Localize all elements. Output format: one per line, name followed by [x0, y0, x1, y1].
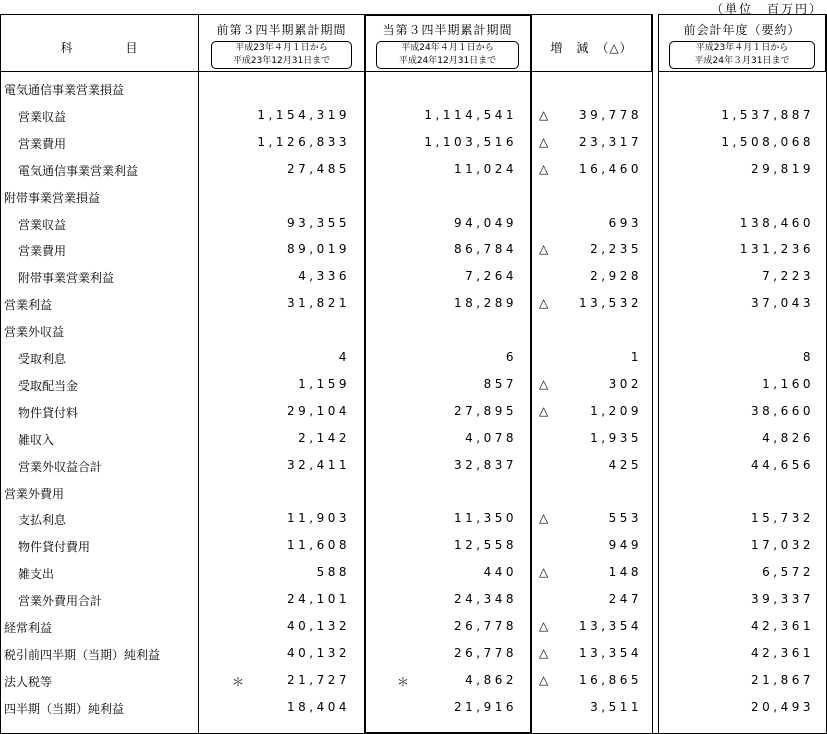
change-value: 949 — [608, 538, 642, 553]
table-row — [0, 424, 827, 451]
change-value: 2,235 — [590, 242, 642, 257]
table-row — [0, 74, 827, 101]
change-value: 13,532 — [579, 296, 642, 311]
header-prev-q3-line2: 平成23年12月31日まで — [232, 56, 331, 66]
decrease-mark: △ — [539, 565, 549, 580]
change-value: 39,778 — [579, 107, 642, 122]
decrease-mark: △ — [539, 107, 549, 122]
prev-q3-value: 588 — [316, 565, 350, 580]
header-change-title: 増 減 （△） — [550, 41, 633, 55]
table-row — [0, 209, 827, 236]
prev-year-value: 20,493 — [751, 699, 814, 714]
curr-q3-value: 94,049 — [454, 215, 517, 230]
decrease-mark: △ — [539, 161, 549, 176]
header-prev-year-period — [669, 41, 815, 69]
table-row — [0, 289, 827, 316]
table-row — [0, 451, 827, 478]
change-value: 425 — [608, 457, 642, 472]
prev-year-value: 44,656 — [751, 457, 814, 472]
curr-q3-value: 4,862 — [465, 672, 517, 687]
change-value: 13,354 — [579, 619, 642, 633]
curr-q3-value: 11,350 — [454, 511, 517, 526]
row-label: 税引前四半期（当期）純利益 — [4, 647, 161, 662]
table-row — [0, 235, 827, 262]
header-prev-year-line1: 平成23年４月１日から — [695, 43, 789, 53]
prev-year-value: 42,361 — [751, 645, 814, 660]
change-value: 2,928 — [590, 269, 642, 284]
row-label: 雑支出 — [18, 567, 55, 582]
header-curr-q3-line2: 平成24年12月31日まで — [398, 56, 497, 66]
header-item — [0, 14, 198, 72]
table-row — [0, 693, 827, 720]
curr-q3-value: 26,778 — [454, 619, 517, 633]
prev-q3-value: 4 — [338, 350, 350, 364]
table-row — [0, 478, 827, 505]
prev-q3-value: 31,821 — [287, 296, 350, 311]
decrease-mark: △ — [539, 619, 549, 633]
table-row — [0, 155, 827, 182]
decrease-mark: △ — [539, 376, 549, 391]
header-change — [531, 14, 652, 72]
prev-year-value: 39,337 — [751, 592, 814, 607]
table-row — [0, 504, 827, 531]
prev-year-value: 8 — [802, 350, 814, 364]
header-item-title: 科 目 — [60, 41, 139, 55]
unit-label: （単位 百万円） — [710, 2, 823, 16]
prev-q3-value: 27,485 — [287, 161, 350, 176]
curr-q3-value: 27,895 — [454, 403, 517, 418]
curr-q3-value: 857 — [483, 376, 517, 391]
prev-q3-value: 11,903 — [287, 511, 350, 526]
header-prev-q3-title: 前第３四半期累計期間 — [216, 23, 347, 37]
prev-year-value: 1,537,887 — [721, 107, 814, 122]
curr-q3-value: 1,114,541 — [424, 107, 517, 122]
row-label: 雑収入 — [18, 432, 55, 447]
prev-q3-value: 1,126,833 — [257, 134, 350, 149]
prev-q3-value: 89,019 — [287, 242, 350, 257]
curr-q3-value: 32,837 — [454, 457, 517, 472]
table-row — [0, 639, 827, 666]
decrease-mark: △ — [539, 672, 549, 687]
table-row — [0, 612, 827, 639]
table-row — [0, 531, 827, 558]
row-label: 営業収益 — [18, 109, 67, 124]
curr-q3-value: 6 — [505, 350, 517, 364]
change-value: 13,354 — [579, 645, 642, 660]
header-prev-year-title: 前会計年度（要約） — [683, 23, 801, 37]
prev-q3-value: 24,101 — [287, 592, 350, 607]
prev-q3-value: 29,104 — [287, 403, 350, 418]
curr-q3-value: 26,778 — [454, 645, 517, 660]
row-label: 物件貸付費用 — [18, 540, 91, 555]
table-row — [0, 182, 827, 209]
table-row — [0, 316, 827, 343]
change-value: 553 — [608, 511, 642, 526]
change-value: 247 — [608, 592, 642, 607]
change-value: 693 — [608, 215, 642, 230]
row-label: 営業利益 — [4, 298, 53, 313]
row-label: 電気通信事業営業利益 — [18, 163, 139, 178]
curr-q3-value: 24,348 — [454, 592, 517, 607]
prev-year-value: 1,160 — [762, 376, 814, 391]
row-label: 電気通信事業営業損益 — [4, 83, 125, 97]
header-prev-q3-line1: 平成23年４月１日から — [235, 43, 328, 53]
table-row — [0, 558, 827, 585]
prev-year-value: 21,867 — [751, 672, 814, 687]
prev-year-value: 15,732 — [751, 511, 814, 526]
note-mark: ＊ — [232, 674, 245, 689]
change-value: 16,460 — [579, 161, 642, 176]
curr-q3-value: 18,289 — [454, 296, 517, 311]
change-value: 1,209 — [590, 403, 642, 418]
prev-year-value: 17,032 — [751, 538, 814, 553]
row-label: 受取利息 — [18, 352, 67, 366]
row-label: 営業外収益 — [4, 325, 65, 340]
table-row — [0, 101, 827, 128]
prev-q3-value: 11,608 — [287, 538, 350, 553]
change-value: 148 — [608, 565, 642, 580]
row-label: 受取配当金 — [18, 378, 79, 393]
decrease-mark: △ — [539, 645, 549, 660]
prev-year-value: 1,508,068 — [721, 134, 814, 149]
prev-q3-value: 40,132 — [287, 645, 350, 660]
row-label: 附帯事業営業損益 — [4, 190, 101, 205]
row-label: 物件貸付料 — [18, 405, 79, 420]
change-value: 23,317 — [579, 134, 642, 149]
prev-q3-value: 21,727 — [287, 672, 350, 687]
change-value: 16,865 — [579, 672, 642, 687]
table-row — [0, 343, 827, 370]
decrease-mark: △ — [539, 296, 549, 311]
change-value: 1,935 — [590, 430, 642, 445]
change-value: 302 — [608, 376, 642, 391]
header-prev-q3 — [198, 14, 364, 72]
change-value: 3,511 — [590, 699, 642, 714]
row-label: 営業外費用合計 — [18, 594, 103, 609]
prev-q3-value: 4,336 — [298, 269, 350, 284]
table-row — [0, 128, 827, 155]
table-row — [0, 666, 827, 693]
prev-q3-value: 40,132 — [287, 619, 350, 633]
prev-q3-value: 18,404 — [287, 699, 350, 714]
decrease-mark: △ — [539, 242, 549, 257]
prev-year-value: 7,223 — [762, 269, 814, 284]
decrease-mark: △ — [539, 134, 549, 149]
curr-q3-value: 440 — [483, 565, 517, 580]
decrease-mark: △ — [539, 403, 549, 418]
prev-year-value: 42,361 — [751, 619, 814, 633]
table-row — [0, 262, 827, 289]
row-label: 法人税等 — [4, 674, 53, 689]
row-label: 附帯事業営業利益 — [18, 271, 115, 286]
row-label: 営業収益 — [18, 217, 67, 232]
prev-q3-value: 1,154,319 — [257, 107, 350, 122]
header-curr-q3-line1: 平成24年４月１日から — [401, 43, 494, 53]
curr-q3-value: 11,024 — [454, 161, 517, 176]
change-value: 1 — [630, 350, 642, 364]
curr-q3-value: 21,916 — [454, 699, 517, 714]
decrease-mark: △ — [539, 511, 549, 526]
curr-q3-value: 7,264 — [465, 269, 517, 284]
note-mark: ＊ — [397, 674, 410, 689]
prev-year-value: 131,236 — [739, 242, 814, 257]
prev-q3-value: 2,142 — [298, 430, 350, 445]
table-row — [0, 370, 827, 397]
row-label: 四半期（当期）純利益 — [4, 701, 125, 716]
row-label: 支払利息 — [18, 513, 67, 528]
prev-year-value: 6,572 — [762, 565, 814, 580]
curr-q3-value: 12,558 — [454, 538, 517, 553]
prev-year-value: 4,826 — [762, 430, 814, 445]
curr-q3-value: 1,103,516 — [424, 134, 517, 149]
header-prev-year-line2: 平成24年３月31日まで — [694, 56, 790, 66]
prev-q3-value: 1,159 — [298, 376, 350, 391]
table-row — [0, 585, 827, 612]
header-prev-year — [658, 14, 826, 72]
prev-year-value: 138,460 — [739, 215, 814, 230]
table-row — [0, 397, 827, 424]
row-label: 営業外収益合計 — [18, 459, 103, 474]
row-label: 営業費用 — [18, 244, 67, 259]
curr-q3-value: 86,784 — [454, 242, 517, 257]
row-label: 経常利益 — [4, 621, 53, 635]
prev-q3-value: 93,355 — [287, 215, 350, 230]
row-label: 営業外費用 — [4, 486, 65, 501]
curr-q3-value: 4,078 — [465, 430, 517, 445]
row-label: 営業費用 — [18, 136, 67, 151]
prev-q3-value: 32,411 — [287, 457, 350, 472]
prev-year-value: 29,819 — [751, 161, 814, 176]
header-prev-q3-period — [211, 41, 352, 69]
header-curr-q3-title: 当第３四半期累計期間 — [382, 23, 513, 37]
prev-year-value: 37,043 — [751, 296, 814, 311]
prev-year-value: 38,660 — [751, 403, 814, 418]
